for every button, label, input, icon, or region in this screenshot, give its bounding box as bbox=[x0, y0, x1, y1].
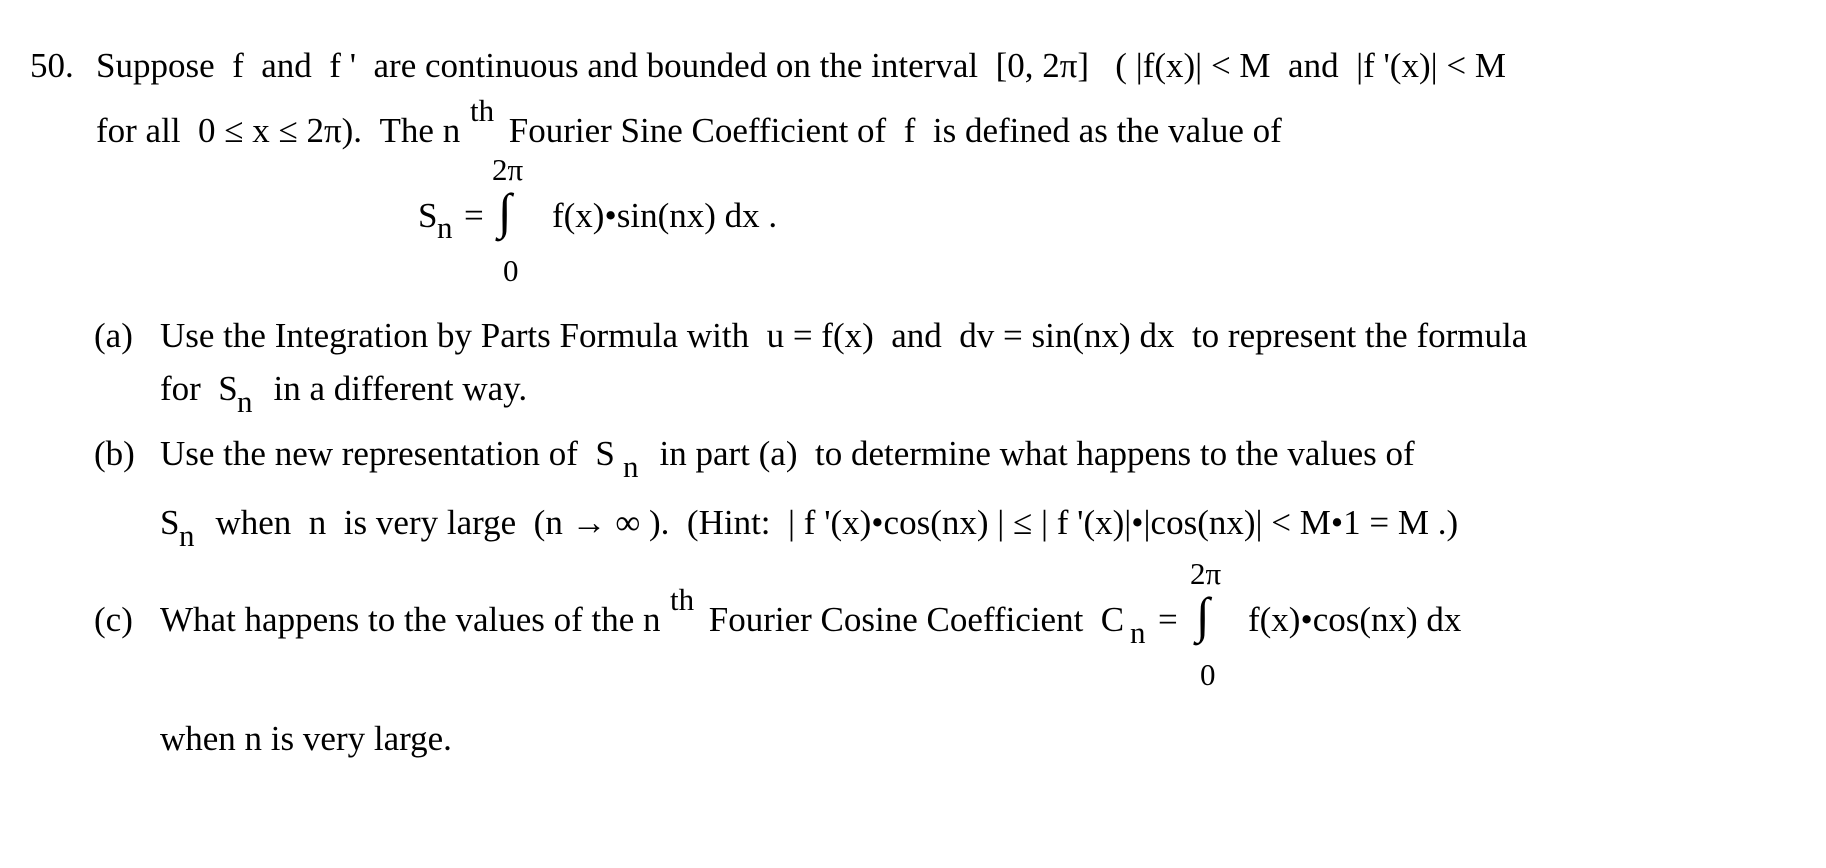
sn-formula-integrand: f(x)•sin(nx) dx . bbox=[552, 196, 778, 235]
problem-number: 50. bbox=[30, 46, 74, 85]
part-b-line-2-subscript: n bbox=[179, 518, 195, 553]
part-b-label: (b) bbox=[94, 434, 135, 473]
problem-line-1: Suppose f and f ' are continuous and bounded on the interval [0, 2π] ( |f(x)| < M and |f '(x)| < M bbox=[96, 46, 1506, 85]
part-c-label: (c) bbox=[94, 600, 133, 639]
part-b-line-1-end: in part (a) to determine what happens to the values of bbox=[642, 434, 1415, 473]
problem-line-2-end: Fourier Sine Coefficient of f is defined as the value of bbox=[500, 111, 1282, 150]
part-a-line-2-end: in a different way. bbox=[256, 369, 528, 408]
sn-formula-equals: = bbox=[464, 196, 484, 235]
part-c-equals: = bbox=[1158, 600, 1178, 639]
part-b-line-2-end: when n is very large (n → ∞ ). (Hint: | f '(x)•cos(nx) | ≤ | f '(x)|•|cos(nx)| < M•1 = M .) bbox=[198, 503, 1459, 542]
part-a-subscript: n bbox=[237, 384, 253, 419]
sn-formula-upper-limit: 2π bbox=[492, 152, 524, 187]
sn-formula-integral-sign: ∫ bbox=[498, 183, 512, 239]
part-c-line-2: when n is very large. bbox=[160, 719, 452, 758]
part-a-line-2-start: for S bbox=[160, 369, 238, 408]
part-c-lower-limit: 0 bbox=[1200, 657, 1216, 692]
part-b-line-1-start: Use the new representation of S bbox=[160, 434, 615, 473]
part-c-upper-limit: 2π bbox=[1190, 556, 1222, 591]
sn-formula-lower-limit: 0 bbox=[503, 253, 519, 288]
part-a-line-1: Use the Integration by Parts Formula with u = f(x) and dv = sin(nx) dx to represent the formula bbox=[160, 316, 1528, 355]
sn-formula-s: S bbox=[418, 196, 438, 235]
part-c-integral-sign: ∫ bbox=[1196, 587, 1210, 643]
part-c-subscript: n bbox=[1130, 615, 1146, 650]
part-c-superscript: th bbox=[670, 582, 695, 617]
part-c-line-1-mid: Fourier Cosine Coefficient C bbox=[700, 600, 1125, 639]
problem-line-2-start: for all 0 ≤ x ≤ 2π). The n bbox=[96, 111, 461, 150]
part-a-label: (a) bbox=[94, 316, 133, 355]
problem-line-2-superscript: th bbox=[470, 93, 495, 128]
part-b-line-1-subscript: n bbox=[623, 449, 639, 484]
part-c-integrand: f(x)•cos(nx) dx bbox=[1248, 600, 1462, 639]
part-b-line-2-s: S bbox=[160, 503, 180, 542]
part-c-line-1-start: What happens to the values of the n bbox=[160, 600, 661, 639]
sn-formula-subscript: n bbox=[437, 210, 453, 245]
